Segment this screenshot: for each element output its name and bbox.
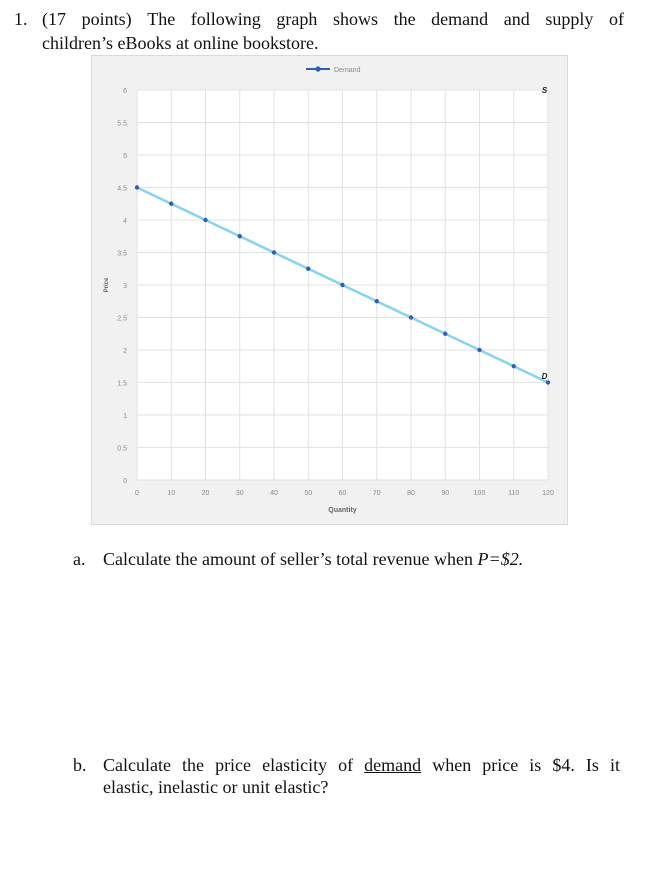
legend-label: Demand (334, 67, 361, 74)
y-tick-label: 1.5 (117, 380, 127, 388)
subquestion-b-word: price (215, 755, 252, 775)
y-tick-label: 4.5 (117, 185, 127, 193)
demand-data-point (135, 185, 139, 189)
x-tick-label: 20 (201, 490, 210, 497)
y-tick-label: 3 (123, 283, 127, 290)
x-axis-title: Quantity (328, 507, 357, 514)
x-tick-label: 0 (135, 490, 139, 497)
chart-svg (92, 56, 569, 526)
x-tick-label: 100 (473, 490, 486, 497)
question-number: 1. (14, 9, 28, 29)
y-tick-label: 1 (123, 413, 127, 420)
question-word: the (393, 9, 416, 29)
question-prompt-line1 (42, 9, 624, 30)
demand-data-point (340, 283, 344, 287)
y-tick-label: 6 (123, 88, 127, 95)
question-word: (17 (42, 9, 66, 29)
question-word: demand (431, 9, 489, 29)
subquestion-b-line2: elastic, inelastic or unit elastic? (103, 777, 329, 797)
question-word: graph (276, 9, 318, 29)
subquestion-b-word: $4. (552, 755, 575, 775)
question-prompt-line2: children’s eBooks at online bookstore. (42, 33, 319, 53)
question-word: and (503, 9, 530, 29)
legend-marker (315, 66, 320, 71)
x-tick-label: 50 (304, 490, 313, 497)
subquestion-b-underlined-demand: demand (364, 755, 422, 775)
subquestion-a-text (103, 549, 523, 570)
question-word: supply (545, 9, 594, 29)
question-word: points) (81, 9, 132, 29)
x-tick-label: 10 (167, 490, 176, 497)
question-word: of (608, 9, 624, 29)
demand-data-point (169, 202, 173, 206)
annotation-label: S (541, 86, 548, 95)
x-tick-label: 60 (338, 490, 347, 497)
x-tick-label: 120 (542, 490, 554, 497)
subquestion-b-word: is (529, 755, 542, 775)
demand-data-point (238, 234, 242, 238)
subquestion-b-word: when (432, 755, 472, 775)
x-tick-label: 80 (407, 490, 415, 497)
demand-data-point (203, 218, 207, 222)
x-tick-label: 70 (372, 490, 381, 497)
y-tick-label: 5 (123, 153, 127, 160)
subquestion-b-label: b. (73, 755, 87, 775)
demand-data-point (477, 348, 481, 352)
y-axis-title: Price (104, 277, 110, 293)
question-word: The (147, 9, 176, 29)
annotation-label: D (541, 372, 548, 381)
demand-data-point (512, 364, 516, 368)
y-tick-label: 0 (123, 478, 127, 485)
subquestion-b-word: elasticity (262, 755, 328, 775)
subquestion-a-text-main: Calculate the amount of seller’s total revenue when (103, 549, 478, 569)
demand-data-point (306, 267, 310, 271)
demand-data-point (443, 332, 447, 336)
question-word: following (190, 9, 261, 29)
y-tick-label: 5.5 (117, 120, 127, 128)
subquestion-a-price: P=$2. (477, 549, 524, 569)
y-tick-label: 4 (123, 218, 127, 225)
demand-supply-chart (91, 55, 568, 525)
subquestion-b-word: price (482, 755, 519, 775)
x-tick-label: 110 (508, 490, 520, 497)
y-tick-label: 2 (123, 348, 127, 355)
x-tick-label: 90 (441, 490, 450, 497)
subquestion-b-word: Is (585, 755, 599, 775)
y-tick-label: 3.5 (117, 250, 127, 258)
subquestion-b-word: it (609, 755, 620, 775)
demand-data-point (272, 250, 276, 254)
subquestion-b-line1 (103, 755, 620, 776)
subquestion-b-word: the (182, 755, 205, 775)
subquestion-b-word: Calculate (103, 755, 171, 775)
x-tick-label: 40 (270, 490, 278, 497)
subquestion-a-label: a. (73, 549, 86, 569)
subquestion-b-word: of (338, 755, 354, 775)
demand-data-point (409, 315, 413, 319)
y-tick-label: 0.5 (117, 445, 127, 453)
demand-data-point (375, 299, 379, 303)
x-tick-label: 30 (235, 490, 244, 497)
question-word: shows (332, 9, 378, 29)
y-tick-label: 2.5 (117, 315, 127, 323)
